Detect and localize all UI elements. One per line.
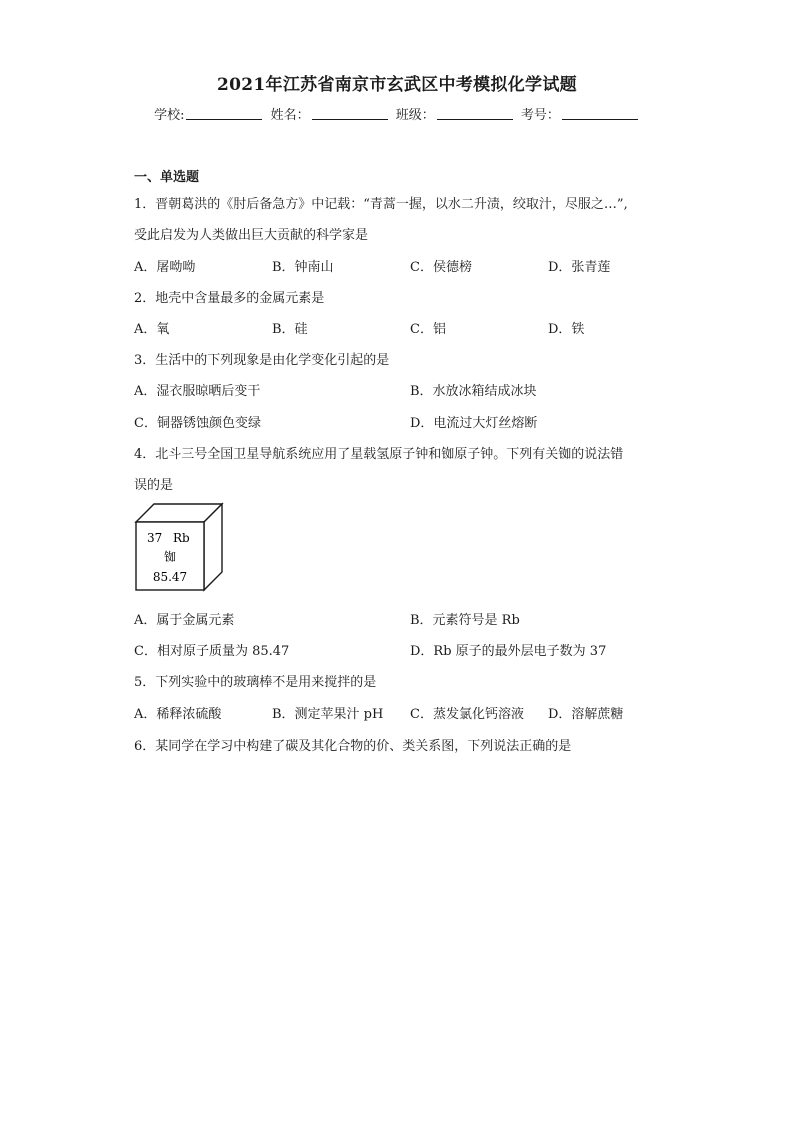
element-cube-figure [134,502,226,594]
question-4-option-a[interactable]: A．属于金属元素 [134,613,235,628]
question-4-option-c[interactable]: C．相对原子质量为 85.47 [134,644,290,659]
element-symbol: Rb [173,531,190,545]
question-2-option-b[interactable]: B．硅 [272,322,308,337]
question-3-stem: 3．生活中的下列现象是由化学变化引起的是 [134,353,390,368]
question-2-option-c[interactable]: C．铝 [410,322,446,337]
question-3-option-a[interactable]: A．湿衣服晾晒后变干 [134,384,261,399]
element-atomic-number: 37 [147,531,163,545]
question-5-option-a[interactable]: A．稀释浓硫酸 [134,707,222,722]
question-4-stem-line-1: 4．北斗三号全国卫星导航系统应用了星载氢原子钟和铷原子钟。下列有关铷的说法错 [134,447,624,462]
question-4-option-b[interactable]: B．元素符号是 Rb [410,613,520,628]
section-heading: 一、单选题 [134,170,200,185]
name-blank[interactable] [312,107,388,120]
page-title: 2021年江苏省南京市玄武区中考模拟化学试题 [217,75,577,95]
name-label: 姓名： [270,108,310,123]
question-3-option-d[interactable]: D．电流过大灯丝熔断 [410,416,538,431]
question-5-option-b[interactable]: B．测定苹果汁 pH [272,707,384,722]
element-name: 铷 [163,550,177,564]
question-2-option-d[interactable]: D．铁 [548,322,585,337]
question-5-stem: 5．下列实验中的玻璃棒不是用来搅拌的是 [134,675,377,690]
question-5-option-d[interactable]: D．溶解蔗糖 [548,707,624,722]
school-label: 学校: [154,108,185,123]
question-3-option-c[interactable]: C．铜器锈蚀颜色变绿 [134,416,261,431]
question-2-option-a[interactable]: A．氧 [134,322,170,337]
class-label: 班级： [395,108,435,123]
question-5-option-c[interactable]: C．蒸发氯化钙溶液 [410,707,524,722]
question-4-option-d[interactable]: D．Rb 原子的最外层电子数为 37 [410,644,607,659]
exam-no-label: 考号： [520,108,560,123]
question-6-stem: 6．某同学在学习中构建了碳及其化合物的价、类关系图，下列说法正确的是 [134,739,572,754]
question-1-option-d[interactable]: D．张青莲 [548,260,611,275]
student-info-row [0,104,794,123]
exam-no-blank[interactable] [562,107,638,120]
question-1-option-b[interactable]: B．钟南山 [272,260,334,275]
question-2-stem: 2．地壳中含量最多的金属元素是 [134,291,325,306]
class-blank[interactable] [437,107,513,120]
school-blank[interactable] [186,107,262,120]
question-1-stem-line-2: 受此启发为人类做出巨大贡献的科学家是 [134,228,369,243]
question-4-stem-line-2: 误的是 [134,478,174,493]
question-1-option-a[interactable]: A．屠呦呦 [134,260,196,275]
question-3-option-b[interactable]: B．水放冰箱结成冰块 [410,384,537,399]
element-atomic-mass: 85.47 [152,570,188,584]
question-1-option-c[interactable]: C．侯德榜 [410,260,472,275]
question-1-stem-line-1: 1．晋朝葛洪的《肘后备急方》中记载：“青蒿一握，以水二升渍，绞取汁，尽服之…”, [134,197,628,212]
